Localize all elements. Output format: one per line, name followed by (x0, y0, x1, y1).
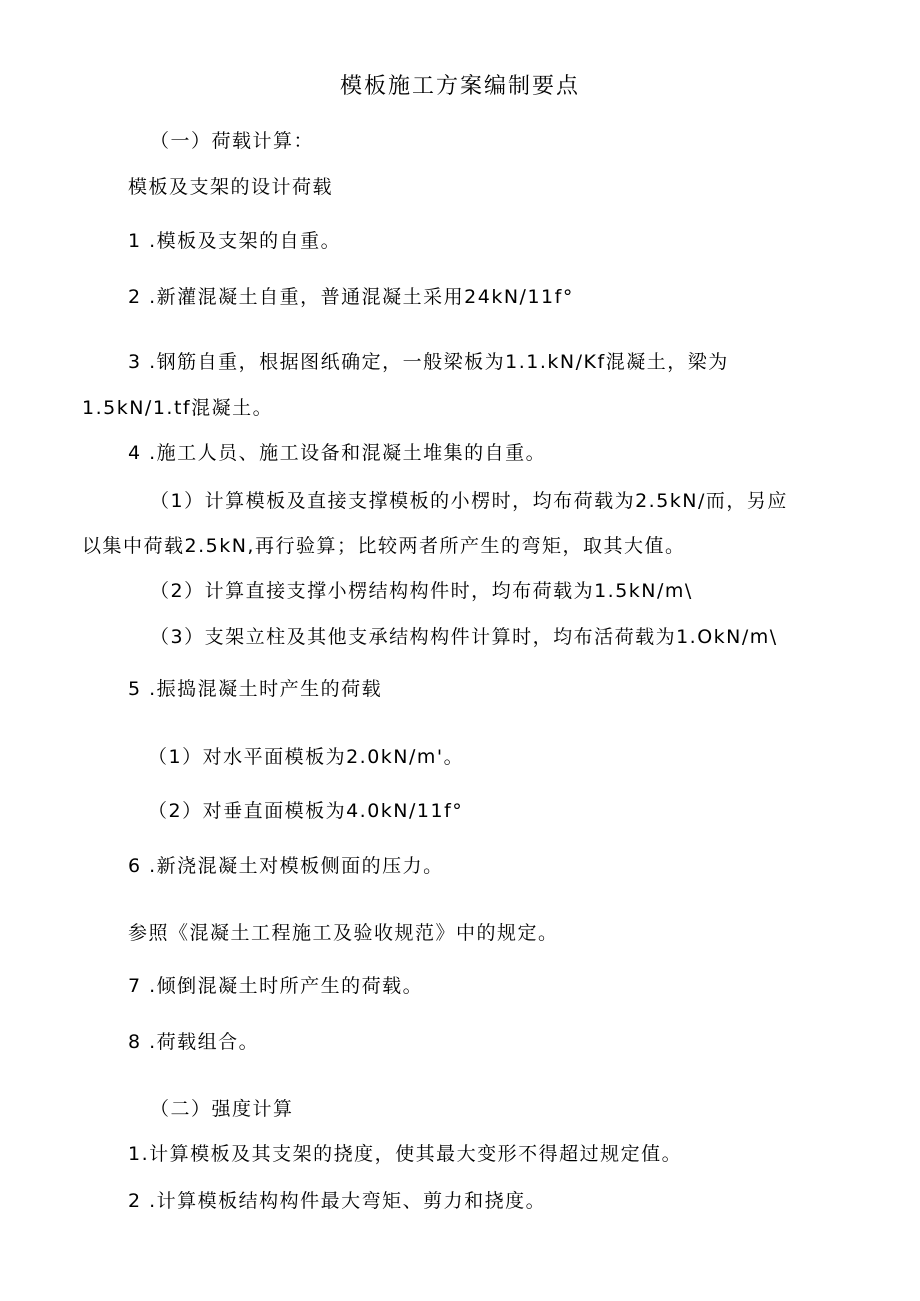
section-heading-strength-calculation: （二）强度计算 (150, 1098, 294, 1120)
list-item: 4 .施工人员、施工设备和混凝土堆集的自重。 (128, 442, 547, 464)
list-item: 2 .新灌混凝土自重，普通混凝土采用24kN∕11f° (128, 286, 574, 308)
sub-list-item: （2）对垂直面模板为4.0kN∕11f° (148, 800, 464, 822)
list-item: 2 .计算模板结构构件最大弯矩、剪力和挠度。 (128, 1190, 547, 1212)
sub-list-item: （3）支架立柱及其他支承结构构件计算时，均布活荷载为1.OkN/m\ (150, 626, 778, 648)
list-item: 1.计算模板及其支架的挠度，使其最大变形不得超过规定值。 (128, 1143, 683, 1165)
list-item: 7 .倾倒混凝土时所产生的荷载。 (128, 975, 424, 997)
list-item: 3 .钢筋自重，根据图纸确定，一般梁板为1.1.kN/Kf混凝土，梁为 (128, 351, 729, 373)
paragraph-line: 1.5kN∕1.tf混凝土。 (82, 397, 274, 419)
list-item: 8 .荷载组合。 (128, 1031, 260, 1053)
list-item: 1 .模板及支架的自重。 (128, 230, 342, 252)
list-item: 6 .新浇混凝土对模板侧面的压力。 (128, 855, 444, 877)
document-title: 模板施工方案编制要点 (339, 74, 580, 99)
paragraph-line: 参照《混凝土工程施工及验收规范》中的规定。 (128, 922, 559, 944)
paragraph-line: 模板及支架的设计荷载 (128, 176, 334, 198)
paragraph-line: 以集中荷载2.5kN,再行验算；比较两者所产生的弯矩，取其大值。 (82, 535, 686, 557)
sub-list-item: （2）计算直接支撑小楞结构构件时，均布荷载为1.5kN∕m\ (150, 580, 693, 602)
sub-list-item: （1）计算模板及直接支撑模板的小楞时，均布荷载为2.5kN/而，另应 (150, 490, 788, 512)
list-item: 5 .振捣混凝土时产生的荷载 (128, 678, 383, 700)
section-heading-load-calculation: （一）荷载计算： (150, 130, 315, 152)
sub-list-item: （1）对水平面模板为2.0kN∕m'。 (148, 746, 465, 768)
